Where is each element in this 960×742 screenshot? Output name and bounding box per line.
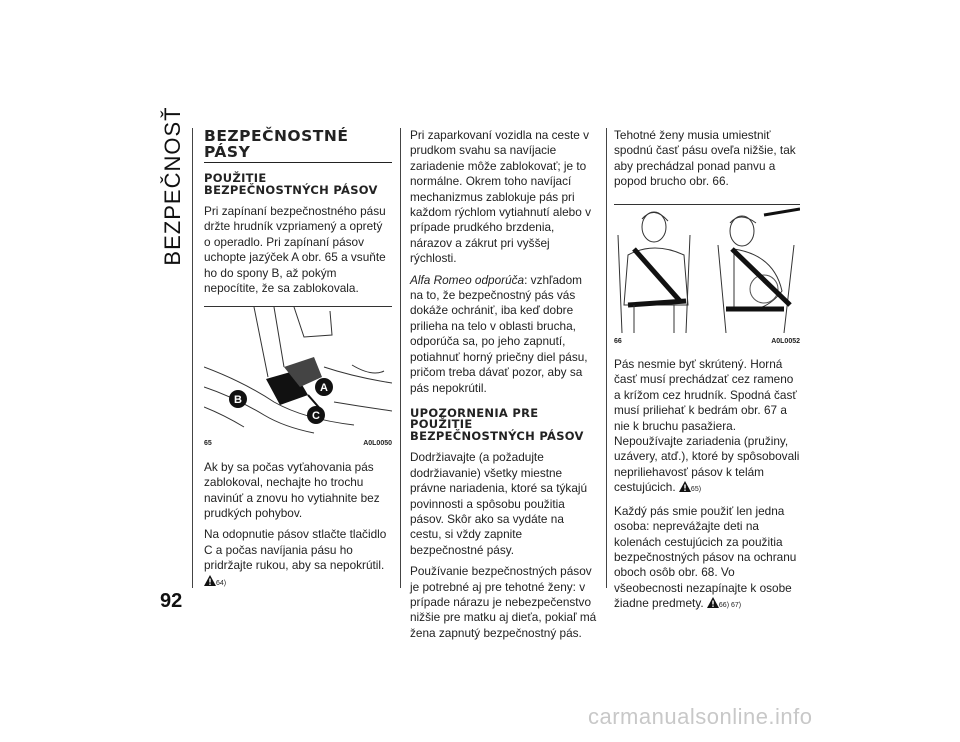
pregnant-seatbelt-illustration: [614, 205, 800, 333]
paragraph-text: Pás nesmie byť skrútený. Horná časť musí prechádzať cez rameno a krížom cez hrudník. Spodná časť musí priliehať k bedrám obr. 67 a nie k bruchu pasažiera. Nepoužívajte zariadenia (pružiny, uzávery, atď.), ktoré by spôsobovali nepriliehavosť pásov k telám cestujúcich.: [614, 357, 800, 495]
warning-icon: [204, 575, 216, 586]
paragraph: [614, 504, 800, 614]
figure-code: A0L0050: [363, 440, 392, 448]
section-tab-label: BEZPEČNOSŤ: [160, 106, 185, 266]
figure-number: 66: [614, 337, 622, 345]
paragraph: Dodržiavajte (a požadujte dodržiavanie) všetky miestne právne nariadenia, ktoré sa týkajú povinnosti a spôsobu použitia pásov. Skôr ako sa vydáte na cestu, si vždy zapnite bezpečnostné pásy.: [410, 450, 588, 557]
page-number: 92: [160, 590, 183, 612]
paragraph-text: Každý pás smie použiť len jedna osoba: neprevážajte deti na kolenách cestujúcich za použitia bezpečnostných pásov na ochranu oboch osôb obr. 68. Vo všeobecnosti nezapínajte k osobe žiadne predmety.: [614, 503, 797, 611]
subsection-title: POUŽITIE BEZPEČNOSTNÝCH PÁSOV: [204, 171, 378, 197]
paragraph: [614, 357, 800, 498]
paragraph: [410, 273, 598, 396]
column-divider: [606, 128, 607, 588]
section-divider: [192, 128, 193, 588]
column-2: [410, 128, 598, 647]
paragraph: Pri zapínaní bezpečnostného pásu držte hrudník vzpriamený a opretý o operadlo. Pri zapínaní pásov uchopte jazýček A obr. 65 a vsuňte ho do spony B, až pokým nepocítite, že sa zablokovala.: [204, 204, 386, 296]
warnings-heading: UPOZORNENIA PRE POUŽITIE BEZPEČNOSTNÝCH PÁSOV: [410, 405, 584, 443]
warning-ref: 65): [690, 486, 702, 494]
callout-b-label: B: [234, 394, 242, 407]
paragraph: [204, 527, 392, 591]
callout-c-label: C: [312, 410, 320, 423]
figure-caption: [204, 436, 392, 451]
paragraph: Pri zaparkovaní vozidla na ceste v prudkom svahu sa navíjacie zariadenie môže zablokovať; je to normálne. Okrem toho navíjací mechanizmus zablokuje pás pri každom rýchlom vytiahnutí alebo v prípade prudkého brzdenia, nárazov a zákrut pri vyššej rýchlosti.: [410, 128, 591, 266]
column-3: [614, 128, 800, 620]
column-1: [204, 128, 392, 597]
paragraph-text: : vzhľadom na to, že bezpečnostný pás vás dokáže ochrániť, iba keď dobre prilieha na telo v oblasti brucha, odporúča sa, po jeho zapnutí, potiahnuť horný priečny diel pásu, pričom treba dávať pozor, aby sa pás nepokrútil.: [410, 272, 588, 395]
callout-a-label: A: [320, 382, 328, 395]
paragraph-text: Na odopnutie pásov stlačte tlačidlo C a počas navíjania pásu ho pridržajte rukou, aby sa nepokrútil.: [204, 527, 387, 573]
figure-65: [204, 306, 392, 451]
warning-icon: [707, 597, 719, 608]
figure-number: 65: [204, 440, 212, 448]
warning-ref: 66) 67): [718, 602, 742, 610]
watermark: carmanualsonline.info: [588, 704, 813, 729]
brand-emphasis: Alfa Romeo odporúča: [410, 272, 525, 287]
section-tab: [160, 106, 186, 266]
warning-icon: [679, 481, 691, 492]
paragraph: Ak by sa počas vyťahovania pás zablokoval, nechajte ho trochu navinúť a znovu ho vytiahnite bez prudkých pohybov.: [204, 459, 380, 521]
figure-66: [614, 204, 800, 349]
figure-code: A0L0052: [771, 337, 800, 345]
paragraph: Tehotné ženy musia umiestniť spodnú časť pásu oveľa nižšie, tak aby prechádzal ponad panvu a popod brucho obr. 66.: [614, 128, 796, 189]
section-title: BEZPEČNOSTNÉ PÁSY: [204, 128, 392, 163]
warning-ref: 64): [216, 579, 227, 587]
column-divider: [400, 128, 401, 588]
figure-caption: [614, 334, 800, 349]
paragraph: Používanie bezpečnostných pásov je potrebné aj pre tehotné ženy: v prípade nárazu je nebezpečenstvo nižšie pre matku aj dieťa, pokiaľ má žena zapnutý bezpečnostný pás.: [410, 564, 597, 640]
seatbelt-buckle-illustration: [204, 307, 392, 435]
